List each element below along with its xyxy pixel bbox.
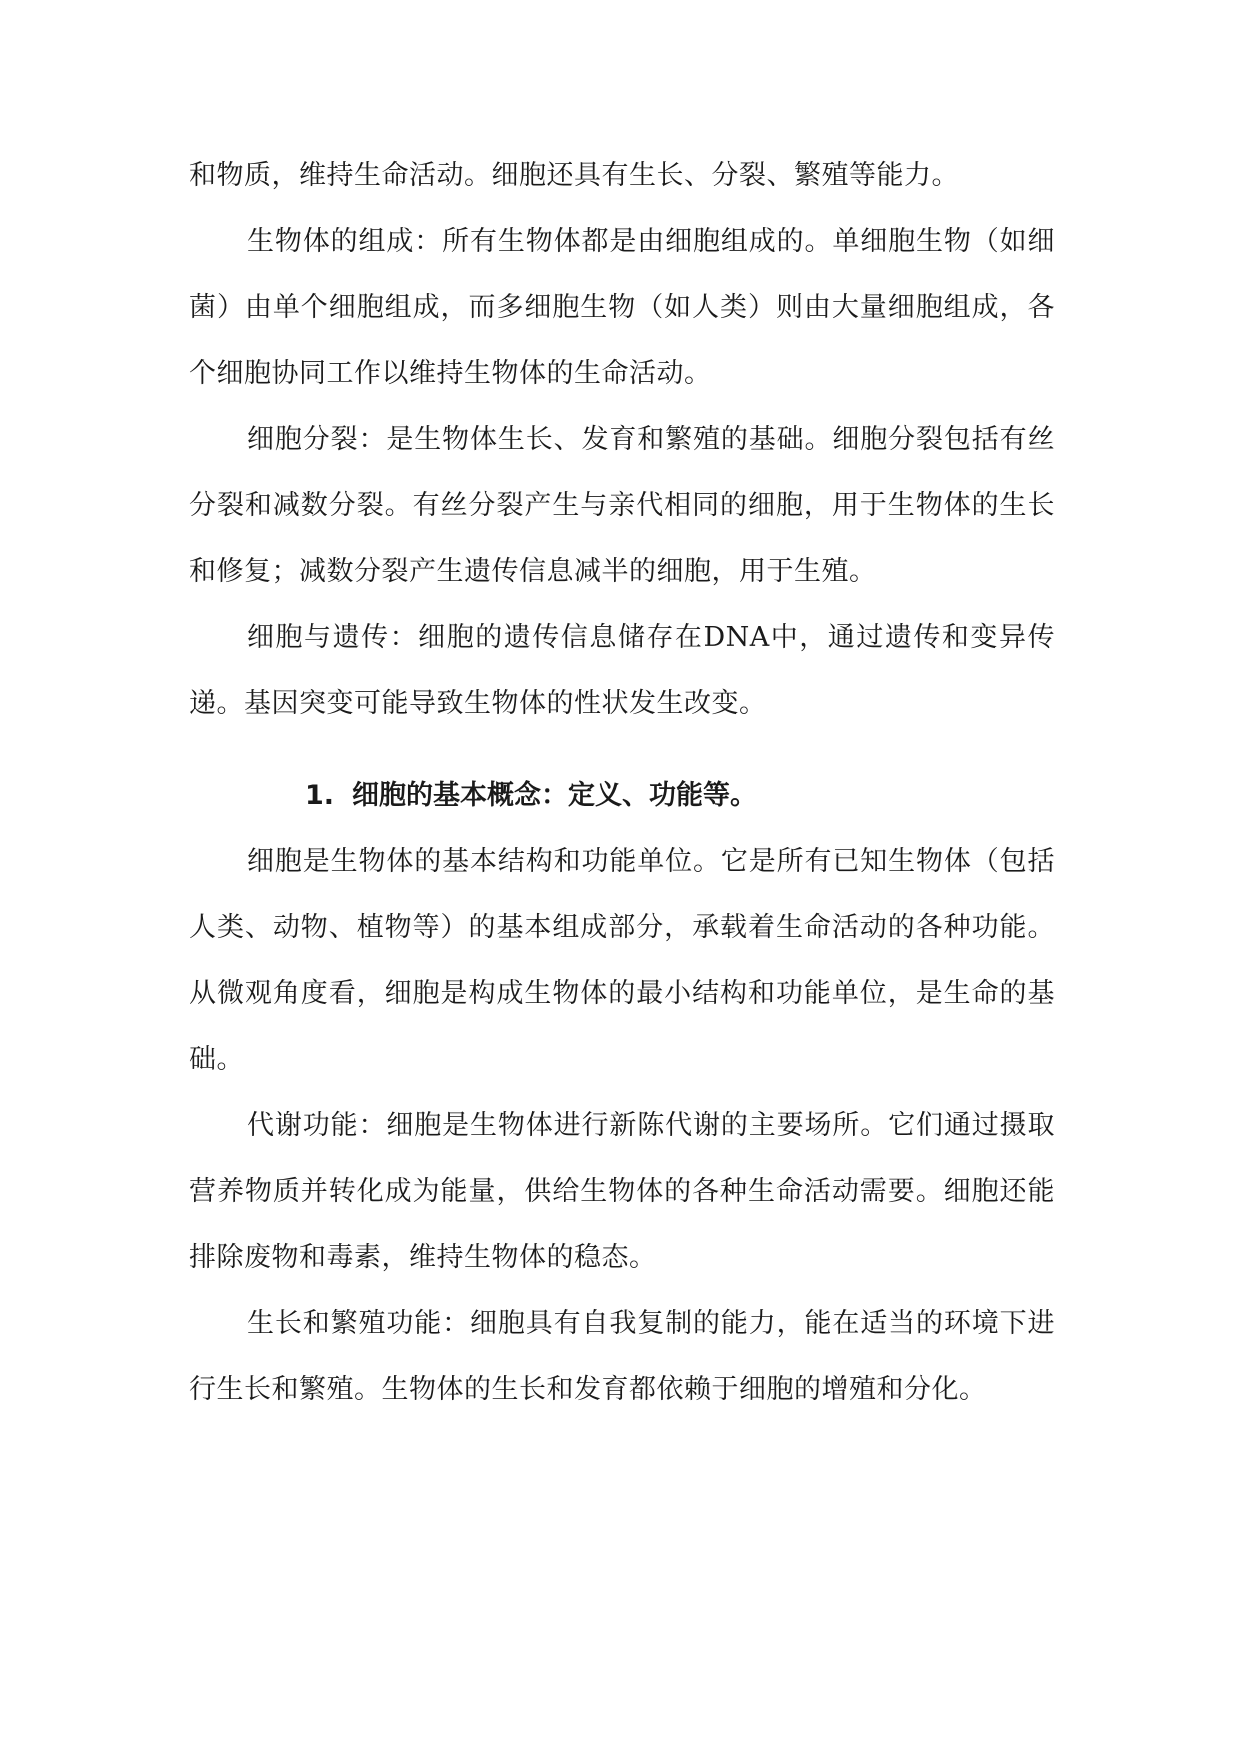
paragraph-continuation: 和物质，维持生命活动。细胞还具有生长、分裂、繁殖等能力。 xyxy=(189,160,959,191)
paragraph-metabolism: 代谢功能：细胞是生物体进行新陈代谢的主要场所。它们通过摄取营养物质并转化成为能量，供给生物体的各种生命活动需要。细胞还能排除废物和毒素，维持生物体的稳态。 xyxy=(189,1110,1055,1273)
document-body xyxy=(189,143,1055,1423)
section-title: 细胞的基本概念：定义、功能等。 xyxy=(352,780,758,811)
section-heading xyxy=(189,763,1055,829)
section-number: 1. xyxy=(305,780,335,811)
paragraph-cell-definition: 细胞是生物体的基本结构和功能单位。它是所有已知生物体（包括人类、动物、植物等）的基本组成部分，承载着生命活动的各种功能。从微观角度看，细胞是构成生物体的最小结构和功能单位，是生命的基础。 xyxy=(189,846,1055,1075)
paragraph-cell-genetics: 细胞与遗传：细胞的遗传信息储存在DNA中，通过遗传和变异传递。基因突变可能导致生物体的性状发生改变。 xyxy=(189,622,1055,719)
paragraph-cell-division: 细胞分裂：是生物体生长、发育和繁殖的基础。细胞分裂包括有丝分裂和减数分裂。有丝分裂产生与亲代相同的细胞，用于生物体的生长和修复；减数分裂产生遗传信息减半的细胞，用于生殖。 xyxy=(189,424,1055,587)
paragraph-growth-reproduction: 生长和繁殖功能：细胞具有自我复制的能力，能在适当的环境下进行生长和繁殖。生物体的生长和发育都依赖于细胞的增殖和分化。 xyxy=(189,1308,1055,1405)
paragraph-organism-composition: 生物体的组成：所有生物体都是由细胞组成的。单细胞生物（如细菌）由单个细胞组成，而多细胞生物（如人类）则由大量细胞组成，各个细胞协同工作以维持生物体的生命活动。 xyxy=(189,226,1055,389)
